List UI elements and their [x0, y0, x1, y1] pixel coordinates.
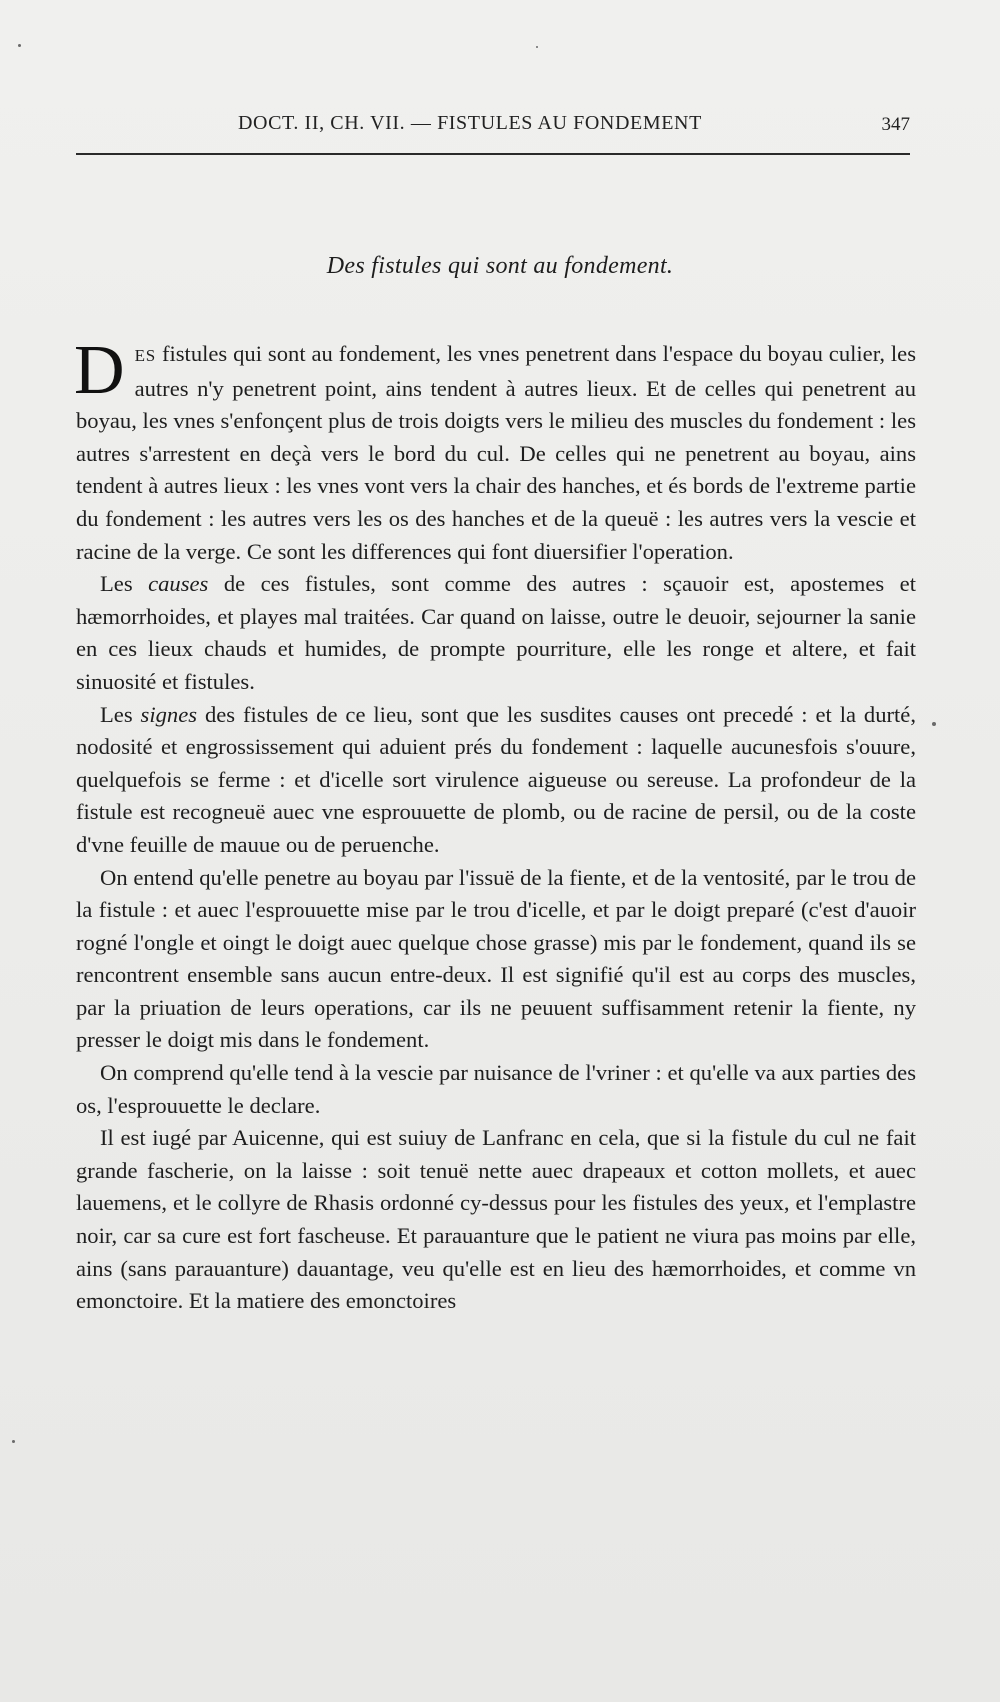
paragraph-3-text: des fistules de ce lieu, sont que les susdites causes ont precedé : et la durté, nodosité et engrossissement qui aduient prés du fondement : laquelle aucunesfois s'ouure, quelquefois se ferme : et d'icelle sort virulence aigueuse ou sereuse. La profondeur de la fistule est recogneuë auec vne esprouuette de plomb, ou de racine de persil, ou de la coste d'vne feuille de mauue ou de peruenche. — [76, 701, 916, 857]
paragraph-6: Il est iugé par Auicenne, qui est suiuy de Lanfranc en cela, que si la fistule du cul ne fait grande fascherie, on la laisse : soit tenuë nette auec drapeaux et cotton mollets, et auec lauemens, et le collyre de Rhasis ordonné cy-dessus pour les fistules des yeux, et l'emplastre noir, car sa cure est fort fascheuse. Et parauanture que le patient ne viura pas moins par elle, ains (sans parauanture) dauantage, veu qu'elle est en lieu des hæmorrhoides, et comme vn emonctoire. Et la matiere des emonctoires — [76, 1125, 916, 1314]
paragraph-2-emphasis: causes — [148, 571, 209, 597]
paragraph-2-text: de ces fistules, sont comme des autres : sçauoir est, apostemes et hæmorrhoides, et playes mal traitées. Car quand on laisse, outre le deuoir, sejourner la sanie en ces lieux chauds et humides, de prompte pourriture, elle les ronge et altere, et fait sinuosité et fistules. — [76, 571, 916, 694]
paragraph-1 — [74, 332, 916, 568]
paper-speck — [18, 44, 21, 47]
section-title: Des fistules qui sont au fondement. — [326, 253, 674, 279]
paragraph-3 — [76, 699, 916, 862]
page-number: 347 — [881, 114, 910, 135]
header-rule — [76, 153, 910, 155]
paragraph-5: On comprend qu'elle tend à la vescie par nuisance de l'vriner : et qu'elle va aux parties des os, l'esprouuette le declare. — [76, 1060, 916, 1118]
paper-speck — [932, 722, 936, 726]
running-head — [76, 112, 910, 144]
paper-speck — [536, 46, 538, 48]
small-caps-lead: ES — [134, 346, 157, 365]
drop-cap: D — [74, 332, 125, 409]
paragraph-1-text: fistules qui sont au fondement, les vnes penetrent dans l'espace du boyau culier, les autres n'y penetrent point, ains tendent à autres lieux. Et de celles qui penetrent au boyau, les vnes s'enfonçent plus de trois doigts vers le milieu des muscles du fondement : les autres s'arrestent en deçà vers le bord du cul. De celles qui ne penetrent au boyau, ains tendent à autres lieux : les vnes vont vers la chair des hanches, et és bords de l'extreme partie du fondement : les autres vers les os des hanches et de la queuë : les autres vers la vescie et racine de la verge. Ce sont les differences qui font diuersifier l'operation. — [76, 341, 916, 564]
paragraph-4: On entend qu'elle penetre au boyau par l'issuë de la fiente, et de la ventosité, par le trou de la fistule : et auec l'esprouuette mise par le trou d'icelle, et par le doigt preparé (c'est d'auoir rogné l'ongle et oingt le doigt auec quelque chose grasse) mis par le fondement, quand ils se rencontrent ensemble sans aucun entre-deux. Il est signifié qu'il est au corps des muscles, par la priuation de leurs operations, car ils ne peuuent suffisamment retenir la fiente, ny presser le doigt mis dans le fondement. — [76, 864, 916, 1053]
paragraph-2 — [76, 568, 916, 698]
paper-speck — [12, 1440, 15, 1443]
running-title: DOCT. II, CH. VII. — FISTULES AU FONDEMENT — [238, 112, 702, 134]
body-text — [74, 332, 916, 1318]
paragraph-3-lead: Les — [100, 701, 141, 727]
paragraph-2-lead: Les — [100, 571, 149, 597]
paragraph-3-emphasis: signes — [140, 701, 198, 727]
